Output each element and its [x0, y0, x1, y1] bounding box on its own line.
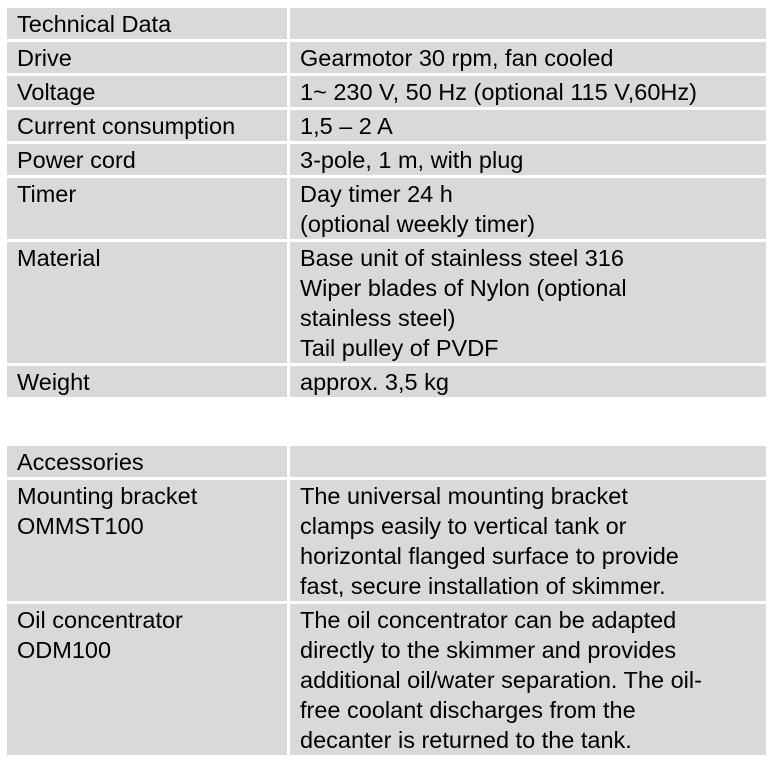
row-key-line: Weight: [17, 369, 90, 395]
row-key: [7, 110, 290, 144]
row-value-line: horizontal flanged surface to provide: [300, 543, 679, 569]
row-value: [290, 480, 766, 604]
table-row: [7, 76, 766, 110]
row-value-line: Gearmotor 30 rpm, fan cooled: [300, 45, 614, 71]
row-key: [7, 242, 290, 366]
row-value-line: The oil concentrator can be adapted: [300, 607, 677, 633]
row-key: [7, 76, 290, 110]
table-header-empty-cell: [290, 446, 766, 480]
table-row: [7, 366, 766, 397]
row-value-line: approx. 3,5 kg: [300, 369, 449, 395]
row-value-line: Wiper blades of Nylon (optional: [300, 275, 627, 301]
row-value: [290, 144, 766, 178]
accessories-table: [7, 446, 766, 755]
table-header-row: [7, 446, 766, 480]
row-value-line: free coolant discharges from the: [300, 697, 636, 723]
row-key: [7, 178, 290, 242]
row-key-line: Material: [17, 245, 101, 271]
row-key-line: Voltage: [17, 79, 96, 105]
row-value-line: Day timer 24 h: [300, 181, 453, 207]
row-value: [290, 604, 766, 755]
row-key: [7, 366, 290, 397]
row-value-line: stainless steel): [300, 305, 456, 331]
row-value-line: 3-pole, 1 m, with plug: [300, 147, 524, 173]
table-row: [7, 42, 766, 76]
table-header-cell: Accessories: [7, 446, 290, 480]
row-value: [290, 366, 766, 397]
row-value: [290, 42, 766, 76]
row-value-line: 1,5 – 2 A: [300, 113, 393, 139]
table-row: [7, 480, 766, 604]
technical-data-table: [7, 8, 766, 397]
row-key-line: Timer: [17, 181, 77, 207]
table-row: [7, 110, 766, 144]
row-value: [290, 242, 766, 366]
row-value-line: decanter is returned to the tank.: [300, 727, 632, 753]
table-row: [7, 144, 766, 178]
table-row: [7, 178, 766, 242]
row-value-line: fast, secure installation of skimmer.: [300, 573, 666, 599]
row-value-line: The universal mounting bracket: [300, 483, 628, 509]
row-value: [290, 76, 766, 110]
row-value-line: 1~ 230 V, 50 Hz (optional 115 V,60Hz): [300, 79, 697, 105]
row-key-line: Current consumption: [17, 113, 236, 139]
row-value-line: (optional weekly timer): [300, 211, 536, 237]
table-header-cell: Technical Data: [7, 8, 290, 42]
table-row: [7, 242, 766, 366]
row-key: [7, 480, 290, 604]
row-value-line: Tail pulley of PVDF: [300, 335, 499, 361]
row-value: [290, 110, 766, 144]
row-key: [7, 42, 290, 76]
row-value: [290, 178, 766, 242]
row-key-line: Mounting bracket: [17, 483, 198, 509]
row-key-line: Drive: [17, 45, 72, 71]
row-key-line: ODM100: [17, 637, 112, 663]
row-value-line: directly to the skimmer and provides: [300, 637, 677, 663]
row-value-line: Base unit of stainless steel 316: [300, 245, 624, 271]
table-header-empty-cell: [290, 8, 766, 42]
row-key-line: Oil concentrator: [17, 607, 183, 633]
row-key-line: OMMST100: [17, 513, 144, 539]
row-value-line: clamps easily to vertical tank or: [300, 513, 627, 539]
table-row: [7, 604, 766, 755]
row-key: [7, 144, 290, 178]
row-key-line: Power cord: [17, 147, 136, 173]
row-key: [7, 604, 290, 755]
table-header-row: [7, 8, 766, 42]
row-value-line: additional oil/water separation. The oil-: [300, 667, 702, 693]
